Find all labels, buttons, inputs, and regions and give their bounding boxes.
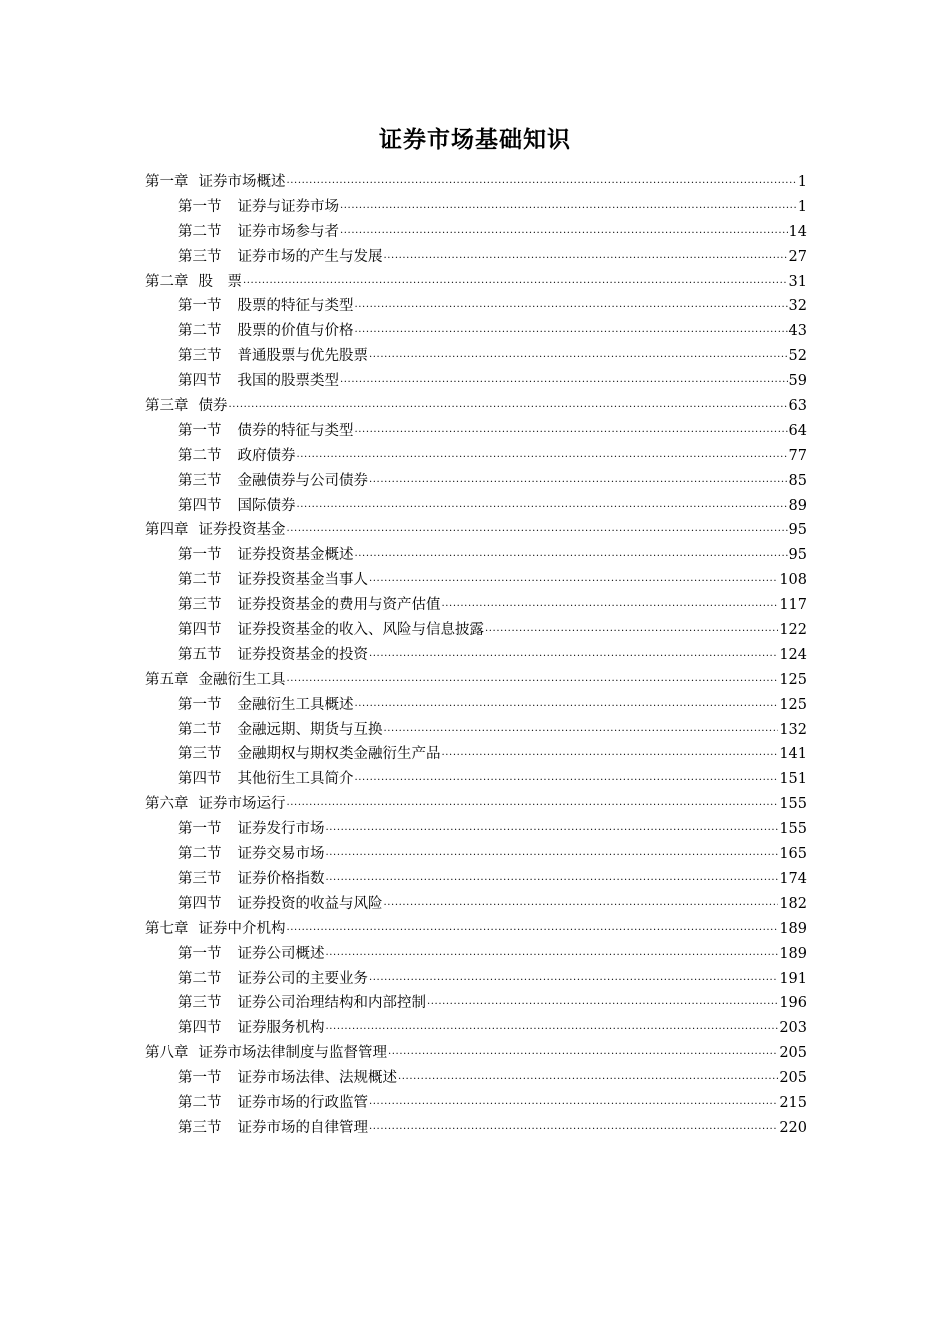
- toc-entry-number: 第二节: [178, 572, 222, 589]
- toc-dot-leader: [355, 540, 788, 567]
- toc-page-number: 196: [779, 995, 807, 1012]
- toc-page-number: 151: [779, 771, 807, 788]
- toc-entry-label: [178, 294, 354, 319]
- toc-dot-leader: [369, 1113, 778, 1140]
- toc-dot-leader: [287, 515, 788, 542]
- toc-page-number: 1: [797, 174, 807, 190]
- toc-dot-leader: [326, 814, 779, 841]
- toc-dot-leader: [355, 316, 788, 343]
- toc-entry-title: 金融债券与公司债券: [237, 472, 368, 489]
- toc-page-number: 1: [797, 198, 807, 215]
- toc-page-number: 125: [779, 696, 807, 713]
- toc-dot-leader: [355, 291, 788, 318]
- toc-dot-leader: [398, 1063, 778, 1090]
- toc-page-number: 31: [788, 273, 807, 290]
- toc-entry-number: 第一节: [178, 1070, 222, 1087]
- toc-entry-title: 证券与证券市场: [237, 198, 339, 215]
- toc-dot-leader: [384, 715, 779, 742]
- toc-entry-title: 股票的价值与价格: [237, 323, 354, 340]
- toc-dot-leader: [369, 640, 778, 667]
- toc-entry-label: [178, 568, 368, 593]
- toc-page-number: 132: [779, 721, 807, 738]
- toc-entry-number: 第五节: [178, 646, 222, 663]
- toc-entry-title: 金融期权与期权类金融衍生产品: [237, 746, 441, 763]
- toc-entry-number: 第一节: [178, 298, 222, 315]
- toc-dot-leader: [355, 764, 779, 791]
- toc-entry-number: 第一节: [178, 945, 222, 962]
- toc-entry-label: [178, 319, 354, 344]
- toc-entry-number: 第三节: [178, 1119, 222, 1136]
- toc-page-number: 89: [788, 497, 807, 514]
- toc-dot-leader: [369, 565, 778, 592]
- toc-entry-label: [178, 1091, 368, 1116]
- toc-entry-label: [145, 270, 242, 295]
- toc-page-number: 189: [779, 945, 807, 962]
- toc-entry-number: 第一节: [178, 198, 222, 215]
- toc-entry-title: 金融远期、期货与互换: [237, 721, 383, 738]
- toc-entry-title: 证券投资基金概述: [237, 547, 354, 564]
- toc-entry-label: [178, 842, 325, 867]
- toc-entry-label: [178, 494, 296, 519]
- toc-entry-title: 普通股票与优先股票: [237, 348, 368, 365]
- toc-entry-title: 证券投资基金的投资: [237, 646, 368, 663]
- toc-entry-title: 证券投资的收益与风险: [237, 895, 383, 912]
- toc-page-number: 205: [779, 1070, 807, 1087]
- toc-page-number: 141: [779, 746, 807, 763]
- toc-entry-number: 第一节: [178, 547, 222, 564]
- toc-entry-number: 第三节: [178, 870, 222, 887]
- toc-page-number: 63: [788, 398, 807, 415]
- toc-entry-number: 第二节: [178, 970, 222, 987]
- toc-dot-leader: [369, 964, 778, 991]
- toc-dot-leader: [340, 192, 797, 219]
- toc-entry-number: 第四节: [178, 895, 222, 912]
- toc-entry-number: 第四节: [178, 622, 222, 639]
- toc-entry-title: 证券投资基金: [198, 522, 286, 539]
- toc-entry-title: 证券公司的主要业务: [237, 970, 368, 987]
- toc-entry-number: 第五章: [145, 671, 189, 688]
- toc-dot-leader: [427, 988, 778, 1015]
- toc-entry-label: [178, 543, 354, 568]
- toc-dot-leader: [297, 441, 788, 468]
- toc-dot-leader: [287, 167, 797, 194]
- toc-dot-leader: [369, 341, 788, 368]
- toc-entry-title: 证券市场的产生与发展: [237, 248, 383, 265]
- toc-entry-title: 证券市场的自律管理: [237, 1119, 368, 1136]
- toc-dot-leader: [340, 366, 788, 393]
- toc-page-number: 182: [779, 895, 807, 912]
- toc-page-number: 220: [779, 1119, 807, 1136]
- toc-dot-leader: [287, 665, 779, 692]
- toc-entry-number: 第二节: [178, 323, 222, 340]
- toc-page-number: 215: [779, 1094, 807, 1111]
- toc-page-number: 155: [779, 796, 807, 813]
- toc-entry-number: 第三节: [178, 746, 222, 763]
- toc-dot-leader: [369, 1088, 778, 1115]
- toc-page-number: 155: [779, 821, 807, 838]
- toc-dot-leader: [287, 789, 779, 816]
- toc-entry-title: 证券投资基金当事人: [237, 572, 368, 589]
- toc-entry-number: 第四章: [145, 522, 189, 539]
- toc-entry-number: 第七章: [145, 920, 189, 937]
- toc-entry-label: [178, 867, 325, 892]
- toc-entry-label: [178, 967, 368, 992]
- toc-entry-title: 国际债券: [237, 497, 296, 514]
- toc-page-number: 27: [788, 248, 807, 265]
- table-of-contents: [145, 170, 807, 1141]
- toc-dot-leader: [442, 739, 779, 766]
- toc-entry-label: [145, 917, 286, 942]
- toc-page-number: 203: [779, 1020, 807, 1037]
- toc-entry-number: 第三节: [178, 348, 222, 365]
- toc-entry-title: 其他衍生工具简介: [237, 771, 354, 788]
- toc-dot-leader: [355, 690, 779, 717]
- toc-entry-label: [178, 195, 339, 220]
- toc-entry-number: 第三节: [178, 248, 222, 265]
- toc-page-number: 189: [779, 920, 807, 937]
- toc-dot-leader: [229, 391, 788, 418]
- toc-entry-title: 证券公司概述: [237, 945, 325, 962]
- toc-entry-label: [145, 792, 286, 817]
- toc-dot-leader: [340, 217, 788, 244]
- toc-entry-title: 证券投资基金的费用与资产估值: [237, 597, 441, 614]
- toc-entry-title: 证券市场法律、法规概述: [237, 1070, 397, 1087]
- toc-entry-label: [145, 1041, 387, 1066]
- toc-entry-number: 第四节: [178, 771, 222, 788]
- toc-entry-number: 第二节: [178, 223, 222, 240]
- toc-entry-label: [145, 668, 286, 693]
- toc-entry-number: 第二节: [178, 846, 222, 863]
- toc-dot-leader: [287, 914, 779, 941]
- toc-page-number: 95: [788, 522, 807, 539]
- toc-page-number: 52: [788, 348, 807, 365]
- toc-entry-title: 金融衍生工具概述: [237, 696, 354, 713]
- toc-entry-label: [145, 394, 228, 419]
- toc-page-number: 108: [779, 572, 807, 589]
- toc-entry-label: [178, 444, 296, 469]
- toc-page-number: 205: [779, 1045, 807, 1062]
- toc-dot-leader: [297, 491, 788, 518]
- toc-entry-number: 第四节: [178, 497, 222, 514]
- toc-entry-label: [178, 220, 339, 245]
- toc-dot-leader: [326, 939, 779, 966]
- toc-entry-title: 我国的股票类型: [237, 373, 339, 390]
- toc-entry-title: 证券市场法律制度与监督管理: [198, 1045, 387, 1062]
- toc-dot-leader: [485, 615, 778, 642]
- toc-dot-leader: [442, 590, 779, 617]
- toc-section-entry[interactable]: [145, 1116, 807, 1141]
- toc-dot-leader: [355, 416, 788, 443]
- toc-page-number: 14: [788, 223, 807, 240]
- toc-page-number: 85: [788, 472, 807, 489]
- toc-page-number: 59: [788, 373, 807, 390]
- toc-entry-title: 股票的特征与类型: [237, 298, 354, 315]
- toc-entry-number: 第四节: [178, 1020, 222, 1037]
- toc-page-number: 32: [788, 298, 807, 315]
- toc-entry-number: 第一章: [145, 174, 189, 190]
- toc-entry-number: 第三节: [178, 597, 222, 614]
- toc-dot-leader: [388, 1038, 778, 1065]
- toc-entry-label: [178, 1066, 397, 1091]
- toc-entry-title: 证券公司治理结构和内部控制: [237, 995, 426, 1012]
- toc-page-number: 43: [788, 323, 807, 340]
- toc-entry-label: [145, 170, 286, 195]
- toc-entry-number: 第八章: [145, 1045, 189, 1062]
- toc-entry-label: [178, 1116, 368, 1141]
- toc-page-number: 77: [788, 447, 807, 464]
- toc-entry-title: 债券的特征与类型: [237, 422, 354, 439]
- toc-dot-leader: [243, 267, 788, 294]
- toc-entry-number: 第二节: [178, 721, 222, 738]
- toc-entry-title: 证券发行市场: [237, 821, 325, 838]
- document-title: 证券市场基础知识: [379, 126, 571, 153]
- toc-dot-leader: [326, 864, 779, 891]
- toc-entry-title: 政府债券: [237, 447, 296, 464]
- toc-entry-label: [178, 817, 325, 842]
- toc-entry-label: [145, 518, 286, 543]
- toc-entry-number: 第二节: [178, 1094, 222, 1111]
- toc-entry-number: 第六章: [145, 796, 189, 813]
- toc-entry-label: [178, 942, 325, 967]
- toc-entry-title: 证券投资基金的收入、风险与信息披露: [237, 622, 484, 639]
- toc-entry-number: 第一节: [178, 821, 222, 838]
- toc-entry-label: [178, 693, 354, 718]
- toc-dot-leader: [326, 1013, 779, 1040]
- toc-entry-title: 债券: [198, 398, 228, 415]
- toc-dot-leader: [369, 466, 788, 493]
- toc-entry-number: 第二章: [145, 273, 189, 290]
- toc-page-number: 64: [788, 422, 807, 439]
- toc-entry-number: 第四节: [178, 373, 222, 390]
- toc-page-number: 124: [779, 646, 807, 663]
- toc-entry-number: 第一节: [178, 696, 222, 713]
- toc-entry-number: 第二节: [178, 447, 222, 464]
- toc-entry-label: [178, 593, 441, 618]
- toc-page-number: 117: [779, 597, 807, 614]
- toc-entry-label: [178, 718, 383, 743]
- toc-page-number: 174: [779, 870, 807, 887]
- toc-entry-title: 证券交易市场: [237, 846, 325, 863]
- toc-entry-title: 股 票: [198, 273, 242, 290]
- toc-dot-leader: [384, 242, 788, 269]
- toc-page-number: 165: [779, 846, 807, 863]
- toc-entry-number: 第三节: [178, 995, 222, 1012]
- toc-page-number: 122: [779, 622, 807, 639]
- toc-dot-leader: [384, 889, 779, 916]
- toc-entry-number: 第三节: [178, 472, 222, 489]
- toc-entry-number: 第一节: [178, 422, 222, 439]
- toc-dot-leader: [326, 839, 779, 866]
- toc-entry-title: 证券市场参与者: [237, 223, 339, 240]
- toc-entry-title: 证券市场的行政监管: [237, 1094, 368, 1111]
- toc-entry-title: 证券价格指数: [237, 870, 325, 887]
- toc-entry-title: 金融衍生工具: [198, 671, 286, 688]
- toc-entry-title: 证券服务机构: [237, 1020, 325, 1037]
- toc-page-number: 125: [779, 671, 807, 688]
- toc-entry-title: 证券市场运行: [198, 796, 286, 813]
- toc-entry-title: 证券市场概述: [198, 174, 286, 190]
- toc-page-number: 191: [779, 970, 807, 987]
- toc-entry-label: [178, 1016, 325, 1041]
- toc-entry-number: 第三章: [145, 398, 189, 415]
- toc-page-number: 95: [788, 547, 807, 564]
- toc-entry-title: 证券中介机构: [198, 920, 286, 937]
